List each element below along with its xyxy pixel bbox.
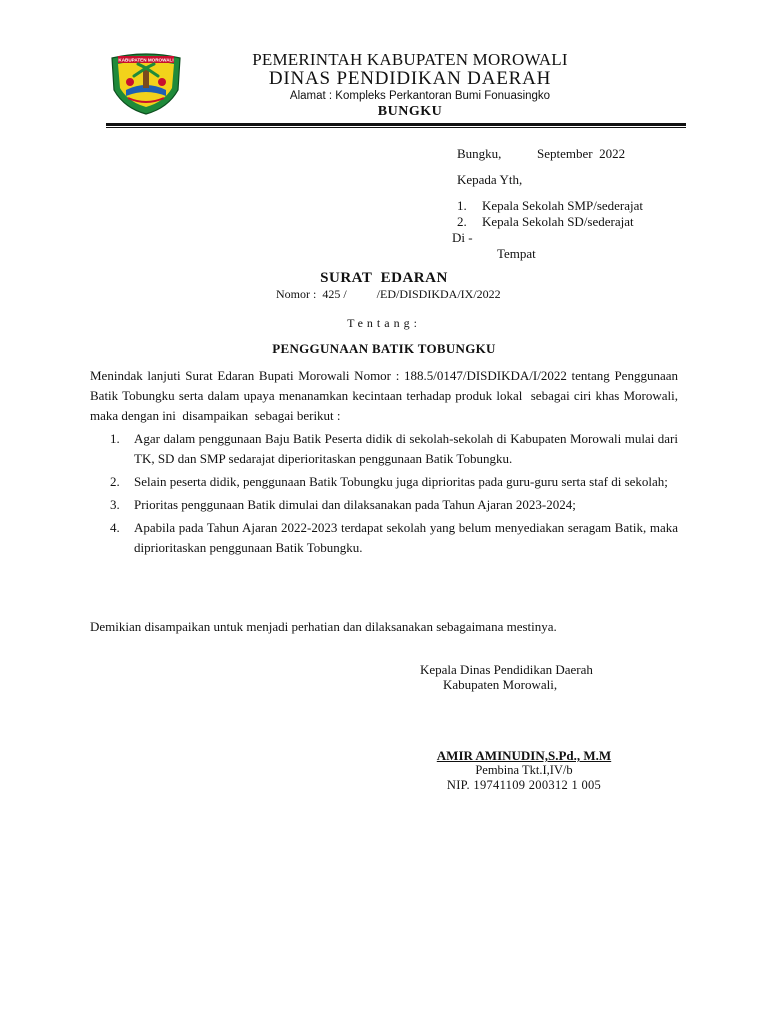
signatory-nip: NIP. 19741109 200312 1 005	[446, 778, 602, 792]
signatory-name: AMIR AMINUDIN,S.Pd., M.M	[436, 748, 612, 763]
regency-logo	[106, 50, 186, 116]
list-item	[110, 518, 678, 558]
di-label: Di -	[452, 230, 473, 245]
document-number: Nomor : 425 / /ED/DISDIKDA/IX/2022	[276, 287, 501, 301]
closing-paragraph: Demikian disampaikan untuk menjadi perhatian dan dilaksanakan sebagaimana mestinya.	[90, 619, 557, 634]
recipient-2: Kepala Sekolah SD/sederajat	[482, 214, 634, 229]
agency-city: BUNGKU	[377, 104, 443, 119]
salutation: Kepada Yth,	[457, 172, 523, 187]
list-item-number: 1.	[110, 431, 120, 446]
svg-text:KABUPATEN MOROWALI: KABUPATEN MOROWALI	[118, 57, 174, 63]
document-title: SURAT EDARAN	[320, 270, 448, 286]
list-item-number: 2.	[110, 474, 120, 489]
list-item-text: Apabila pada Tahun Ajaran 2022-2023 terdapat sekolah yang belum menyediakan seragam Batik, maka diprioritaskan penggunaan Batik Tobungku.	[134, 520, 678, 555]
intro-paragraph: Menindak lanjuti Surat Edaran Bupati Morowali Nomor : 188.5/0147/DISDIKDA/I/2022 tentang Penggunaan Batik Tobungku serta dalam upaya menanamkan kecintaan terhadap produk lokal sebagai ciri khas Morowali, maka dengan ini disampaikan sebagai berikut :	[90, 368, 682, 423]
letter-date: September 2022	[537, 146, 626, 161]
list-item-text: Selain peserta didik, penggunaan Batik Tobungku juga diprioritas pada guru-guru serta staf di sekolah;	[134, 474, 668, 489]
signatory-rank: Pembina Tkt.I,IV/b	[475, 763, 573, 777]
list-item	[110, 429, 678, 469]
list-item-text: Prioritas penggunaan Batik dimulai dan dilaksanakan pada Tahun Ajaran 2023-2024;	[134, 497, 576, 512]
letter-place: Bungku,	[457, 146, 502, 161]
signatory-position: Kepala Dinas Pendidikan Daerah	[420, 662, 593, 677]
instruction-list	[110, 429, 678, 561]
agency-name: DINAS PENDIDIKAN DAERAH	[268, 68, 552, 89]
tempat-label: Tempat	[497, 246, 536, 261]
list-item-number: 4.	[110, 520, 120, 535]
agency-address: Alamat : Kompleks Perkantoran Bumi Fonuasingko	[289, 90, 551, 102]
letterhead-divider-thick	[106, 123, 686, 126]
letterhead-divider-thin	[106, 127, 686, 128]
signatory-region: Kabupaten Morowali,	[443, 677, 558, 692]
list-item	[110, 472, 678, 492]
recipient-1: Kepala Sekolah SMP/sederajat	[482, 198, 644, 213]
recipient-2-num: 2.	[457, 214, 467, 229]
subject-label: Tentang:	[347, 316, 421, 330]
list-item-number: 3.	[110, 497, 120, 512]
list-item-text: Agar dalam penggunaan Baju Batik Peserta didik di sekolah-sekolah di Kabupaten Morowali mulai dari TK, SD dan SMP sedarajat diperioritaskan penggunaan Batik Tobungku.	[134, 431, 678, 466]
government-name: PEMERINTAH KABUPATEN MOROWALI	[252, 50, 568, 69]
recipient-1-num: 1.	[457, 198, 467, 213]
morowali-emblem-icon	[106, 50, 186, 116]
list-item	[110, 495, 678, 515]
document-subject: PENGGUNAAN BATIK TOBUNGKU	[272, 341, 496, 356]
